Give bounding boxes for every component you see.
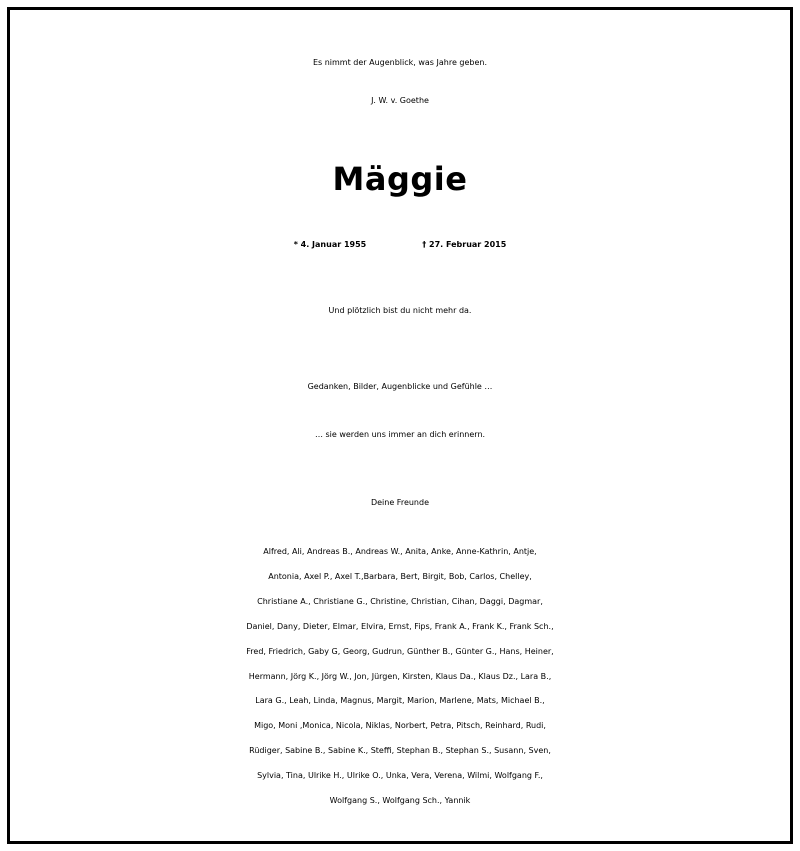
obituary-frame	[7, 7, 793, 844]
death-date: † 27. Februar 2015	[422, 240, 507, 249]
memories-line: Gedanken, Bilder, Augenblicke und Gefühle …	[307, 382, 493, 391]
remember-line: … sie werden uns immer an dich erinnern.	[314, 430, 486, 439]
friends-line: Lara G., Leah, Linda, Magnus, Margit, Marion, Marlene, Mats, Michael B.,	[255, 696, 545, 706]
quote-text: Es nimmt der Augenblick, was Jahre geben.	[312, 58, 488, 67]
friends-line: Sylvia, Tina, Ulrike H., Ulrike O., Unka, Vera, Verena, Wilmi, Wolfgang F.,	[257, 771, 543, 781]
friends-line: Alfred, Ali, Andreas B., Andreas W., Anita, Anke, Anne-Kathrin, Antje,	[263, 547, 537, 556]
friends-line: Wolfgang S., Wolfgang Sch., Yannik	[329, 796, 471, 806]
friends-list	[10, 540, 790, 814]
friends-line: Fred, Friedrich, Gaby G, Georg, Gudrun, Günther B., Günter G., Hans, Heiner,	[246, 646, 554, 656]
birth-date: * 4. Januar 1955	[293, 240, 367, 249]
friends-line: Migo, Moni ,Monica, Nicola, Niklas, Norbert, Petra, Pitsch, Reinhard, Rudi,	[254, 721, 546, 731]
life-dates	[10, 240, 790, 249]
friends-line: Antonia, Axel P., Axel T.,Barbara, Bert, Birgit, Bob, Carlos, Chelley,	[268, 571, 532, 581]
friends-line: Daniel, Dany, Dieter, Elmar, Elvira, Ernst, Fips, Frank A., Frank K., Frank Sch.,	[246, 621, 554, 631]
quote-author: J. W. v. Goethe	[371, 96, 429, 105]
deceased-name: Mäggie	[332, 160, 468, 198]
farewell-line: Und plötzlich bist du nicht mehr da.	[328, 306, 472, 315]
signature-label: Deine Freunde	[370, 498, 430, 507]
friends-line: Christiane A., Christiane G., Christine, Christian, Cihan, Daggi, Dagmar,	[257, 596, 543, 606]
friends-line: Rüdiger, Sabine B., Sabine K., Steffi, Stephan B., Stephan S., Susann, Sven,	[249, 746, 551, 756]
friends-line: Hermann, Jörg K., Jörg W., Jon, Jürgen, Kirsten, Klaus Da., Klaus Dz., Lara B.,	[248, 671, 552, 681]
